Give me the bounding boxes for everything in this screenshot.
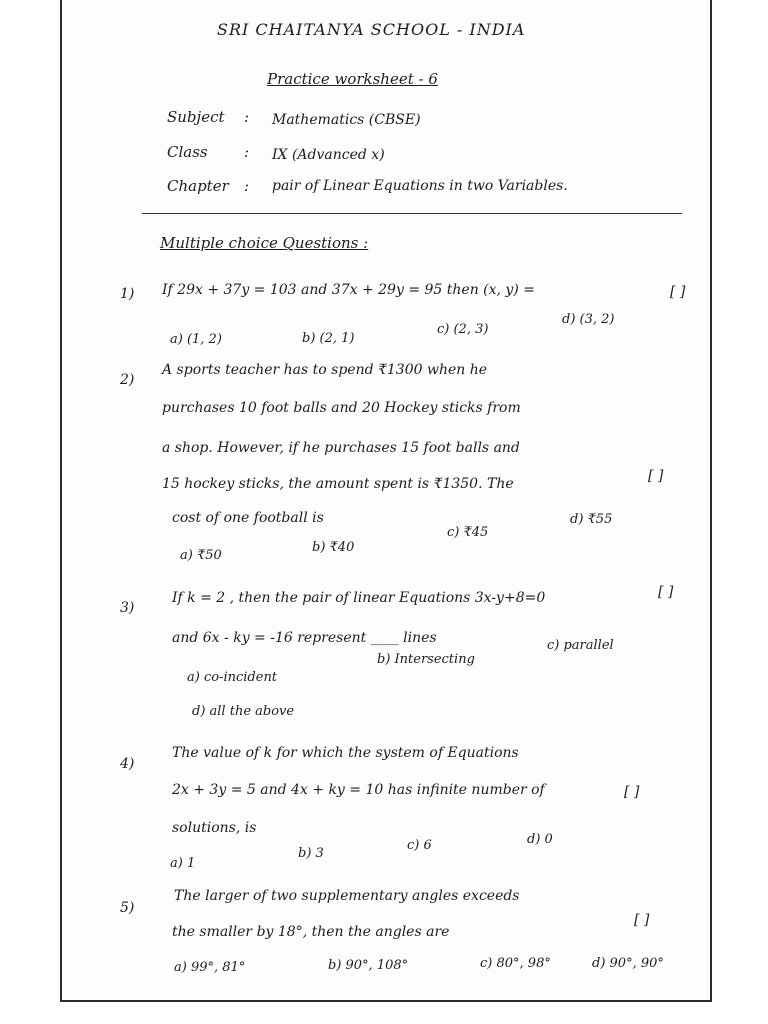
question-line: If k = 2 , then the pair of linear Equations 3x-y+8=0	[172, 590, 546, 606]
option: c) 6	[407, 838, 432, 853]
option: b) (2, 1)	[302, 331, 355, 346]
question-line: The value of k for which the system of Equations	[172, 745, 519, 761]
class-label: Class	[167, 143, 208, 161]
answer-bracket: [ ]	[658, 584, 674, 600]
class-value: IX (Advanced x)	[272, 147, 385, 163]
question-line: If 29x + 37y = 103 and 37x + 29y = 95 then (x, y) =	[162, 282, 535, 298]
school-title: SRI CHAITANYA SCHOOL - INDIA	[217, 20, 526, 39]
worksheet-page	[60, 0, 712, 1002]
question-line: a shop. However, if he purchases 15 foot balls and	[162, 440, 520, 456]
subject-value: Mathematics (CBSE)	[272, 112, 421, 128]
option: a) ₹50	[180, 548, 222, 563]
option: c) (2, 3)	[437, 322, 489, 337]
chapter-label: Chapter	[167, 177, 229, 195]
answer-bracket: [ ]	[624, 784, 640, 800]
option: d) 90°, 90°	[592, 956, 664, 971]
subject-colon: :	[244, 108, 250, 126]
question-line: solutions, is	[172, 820, 257, 836]
question-number: 4)	[120, 756, 135, 772]
question-line: and 6x - ky = -16 represent ____ lines	[172, 630, 437, 646]
question-line: cost of one football is	[172, 510, 324, 526]
option: d) (3, 2)	[562, 312, 615, 327]
divider-line	[142, 213, 682, 214]
option: a) co-incident	[187, 670, 278, 685]
answer-bracket: [ ]	[670, 284, 686, 300]
option: c) ₹45	[447, 525, 489, 540]
question-number: 1)	[120, 286, 135, 302]
option: d) 0	[527, 832, 553, 847]
section-heading: Multiple choice Questions :	[160, 234, 369, 252]
option: c) parallel	[547, 638, 614, 653]
option: b) 90°, 108°	[328, 958, 409, 973]
option: d) ₹55	[570, 512, 613, 527]
option: a) (1, 2)	[170, 332, 222, 347]
option: a) 99°, 81°	[174, 960, 246, 975]
option: d) all the above	[192, 704, 295, 719]
question-number: 5)	[120, 900, 135, 916]
question-line: The larger of two supplementary angles exceeds	[174, 888, 520, 904]
answer-bracket: [ ]	[648, 468, 664, 484]
question-line: 15 hockey sticks, the amount spent is ₹1350. The	[162, 476, 514, 492]
question-line: purchases 10 foot balls and 20 Hockey sticks from	[162, 400, 521, 416]
question-line: the smaller by 18°, then the angles are	[172, 924, 450, 940]
option: b) ₹40	[312, 540, 355, 555]
class-colon: :	[244, 143, 250, 161]
option: a) 1	[170, 856, 196, 871]
worksheet-title: Practice worksheet - 6	[267, 70, 438, 88]
option: c) 80°, 98°	[480, 956, 551, 971]
question-number: 2)	[120, 372, 135, 388]
chapter-value: pair of Linear Equations in two Variables.	[272, 178, 568, 194]
question-line: 2x + 3y = 5 and 4x + ky = 10 has infinite number of	[172, 782, 545, 798]
option: b) 3	[298, 846, 324, 861]
question-number: 3)	[120, 600, 135, 616]
chapter-colon: :	[244, 177, 250, 195]
answer-bracket: [ ]	[634, 912, 650, 928]
option: b) Intersecting	[377, 652, 475, 667]
question-line: A sports teacher has to spend ₹1300 when he	[162, 362, 488, 378]
subject-label: Subject	[167, 108, 225, 126]
